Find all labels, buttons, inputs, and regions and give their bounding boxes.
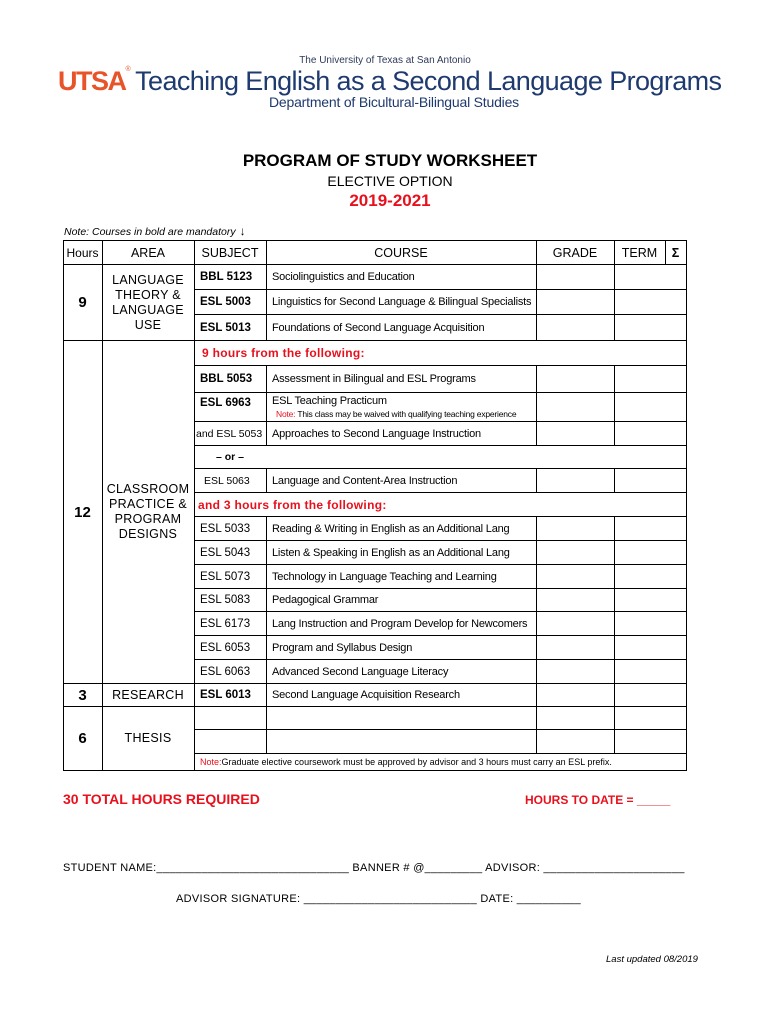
subject-code: ESL 5003	[200, 296, 251, 308]
course-title: Assessment in Bilingual and ESL Programs	[272, 373, 476, 385]
section-area: THESIS	[124, 731, 172, 745]
bottom-note	[194, 753, 686, 770]
total-hours-required: 30 TOTAL HOURS REQUIRED	[63, 791, 260, 807]
course-title: Lang Instruction and Program Develop for Newcomers	[272, 617, 528, 630]
last-updated: Last updated 08/2019	[606, 954, 698, 965]
course-title: Second Language Acquisition Research	[272, 689, 460, 701]
header-grade: GRADE	[552, 245, 598, 260]
hours-to-date[interactable]: HOURS TO DATE = _____	[525, 793, 671, 807]
header-subject: SUBJECT	[201, 245, 259, 260]
subject-code: and ESL 5053	[196, 427, 263, 440]
subject-code: ESL 6963	[200, 397, 251, 409]
course-title: Language and Content-Area Instruction	[272, 474, 458, 487]
subject-code: ESL 5083	[200, 594, 251, 606]
course-title: Listen & Speaking in English as an Additional Lang	[272, 546, 510, 559]
header-sigma: Σ	[671, 245, 680, 260]
subject-code: ESL 6013	[200, 689, 251, 701]
program-years: 2019-2021	[349, 191, 431, 210]
utsa-logo: UTSA	[58, 66, 126, 96]
note-text: This class may be waived with qualifying teaching experience	[295, 409, 517, 419]
page-subtitle: ELECTIVE OPTION	[327, 173, 453, 189]
bottom-note-text: Graduate elective coursework must be approved by advisor and 3 hours must carry an ESL prefix.	[221, 757, 612, 767]
subject-code: ESL 5063	[204, 474, 250, 487]
department-name: Department of Bicultural-Bilingual Studies	[269, 94, 519, 110]
header-area: AREA	[130, 245, 166, 260]
course-title: Approaches to Second Language Instruction	[272, 427, 481, 440]
subject-code: ESL 5013	[200, 321, 251, 334]
header-term: TERM	[621, 245, 658, 260]
program-logo	[58, 66, 721, 97]
subject-code: ESL 5033	[200, 522, 251, 535]
section-area: RESEARCH	[112, 687, 184, 702]
trademark-mark: ®	[125, 66, 131, 73]
section-hours: 9	[78, 294, 87, 311]
nine-hours-heading: 9 hours from the following:	[202, 346, 365, 360]
or-separator: – or –	[215, 451, 244, 463]
course-title: Reading & Writing in English as an Additional Lang	[272, 522, 510, 535]
mandatory-note-text: Note: Courses in bold are mandatory	[64, 226, 236, 238]
section-hours: 3	[78, 686, 87, 704]
subject-code: BBL 5053	[200, 373, 253, 385]
course-title: Program and Syllabus Design	[272, 641, 413, 654]
subject-code: ESL 5043	[200, 546, 251, 559]
three-hours-heading: and 3 hours from the following:	[198, 497, 387, 512]
university-name: The University of Texas at San Antonio	[299, 55, 471, 66]
section-area: LANGUAGE THEORY & LANGUAGE USE	[112, 272, 184, 332]
bottom-note-label: Note:	[200, 757, 222, 767]
course-title: Pedagogical Grammar	[272, 594, 379, 606]
student-info-line[interactable]: STUDENT NAME:______________________________ BANNER # @_________ ADVISOR: ______________________	[63, 862, 685, 874]
subject-code: ESL 6063	[200, 665, 251, 678]
subject-code: ESL 6173	[200, 617, 251, 630]
course-title: ESL Teaching Practicum	[272, 395, 387, 407]
subject-code: ESL 5073	[200, 570, 251, 583]
subject-code: ESL 6053	[200, 641, 251, 654]
header-course: COURSE	[374, 245, 428, 260]
course-title: Foundations of Second Language Acquisition	[272, 321, 485, 334]
mandatory-note	[64, 224, 246, 238]
section-hours: 6	[78, 730, 87, 747]
course-title: Advanced Second Language Literacy	[272, 665, 449, 678]
advisor-signature-line[interactable]: ADVISOR SIGNATURE: ___________________________ DATE: __________	[176, 893, 581, 905]
arrow-down-icon: ↓	[239, 224, 246, 238]
section-area: CLASSROOM PRACTICE & PROGRAM DESIGNS	[106, 482, 190, 541]
course-title: Linguistics for Second Language & Bilingual Specialists	[272, 296, 532, 308]
subject-code: BBL 5123	[200, 271, 253, 283]
course-title: Sociolinguistics and Education	[272, 271, 415, 283]
practicum-note	[276, 409, 516, 419]
course-title: Technology in Language Teaching and Learning	[272, 570, 497, 583]
header-hours: Hours	[66, 245, 99, 260]
note-label: Note:	[276, 409, 296, 419]
page-title: PROGRAM OF STUDY WORKSHEET	[242, 151, 538, 170]
program-name: Teaching English as a Second Language Programs	[135, 66, 722, 96]
section-hours: 12	[74, 503, 91, 521]
